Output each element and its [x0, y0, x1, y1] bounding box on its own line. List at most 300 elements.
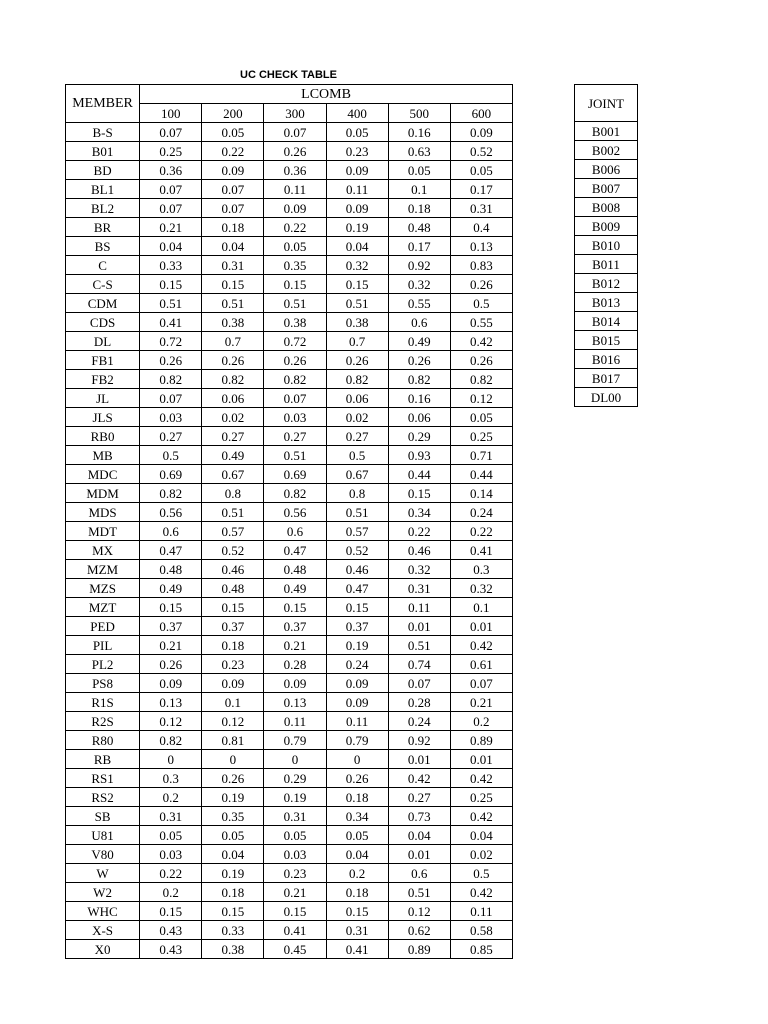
uc-value-cell: 0.49 [264, 579, 326, 598]
uc-value-cell: 0.19 [326, 218, 388, 237]
uc-value-cell: 0.27 [140, 427, 202, 446]
member-cell: RS1 [66, 769, 140, 788]
member-cell: W2 [66, 883, 140, 902]
uc-value-cell: 0.85 [450, 940, 512, 959]
uc-value-cell: 0.37 [140, 617, 202, 636]
table-row [66, 541, 513, 560]
uc-value-cell: 0.47 [326, 579, 388, 598]
uc-value-cell: 0.34 [388, 503, 450, 522]
uc-value-cell: 0.82 [326, 370, 388, 389]
uc-value-cell: 0.05 [140, 826, 202, 845]
lcomb-column-header: 200 [202, 104, 264, 123]
lcomb-column-header: 500 [388, 104, 450, 123]
table-row [66, 123, 513, 142]
uc-value-cell: 0.14 [450, 484, 512, 503]
uc-value-cell: 0 [264, 750, 326, 769]
uc-value-cell: 0.44 [450, 465, 512, 484]
uc-value-cell: 0.42 [450, 636, 512, 655]
member-cell: RB [66, 750, 140, 769]
uc-value-cell: 0.58 [450, 921, 512, 940]
uc-value-cell: 0.12 [202, 712, 264, 731]
uc-value-cell: 0.69 [140, 465, 202, 484]
uc-value-cell: 0.07 [264, 123, 326, 142]
member-cell: RB0 [66, 427, 140, 446]
uc-value-cell: 0.18 [202, 883, 264, 902]
uc-value-cell: 0.07 [140, 180, 202, 199]
uc-value-cell: 0.62 [388, 921, 450, 940]
member-cell: X0 [66, 940, 140, 959]
uc-value-cell: 0.04 [202, 237, 264, 256]
uc-value-cell: 0.67 [202, 465, 264, 484]
uc-value-cell: 0.09 [450, 123, 512, 142]
uc-value-cell: 0.11 [326, 180, 388, 199]
uc-value-cell: 0.23 [264, 864, 326, 883]
uc-value-cell: 0.42 [450, 332, 512, 351]
uc-value-cell: 0.19 [326, 636, 388, 655]
table-row [66, 199, 513, 218]
uc-value-cell: 0.05 [450, 161, 512, 180]
member-cell: BL1 [66, 180, 140, 199]
joint-row [575, 179, 638, 198]
uc-value-cell: 0.83 [450, 256, 512, 275]
uc-value-cell: 0.31 [388, 579, 450, 598]
uc-value-cell: 0.57 [326, 522, 388, 541]
joint-row [575, 236, 638, 255]
uc-value-cell: 0 [326, 750, 388, 769]
table-row [66, 351, 513, 370]
uc-value-cell: 0.56 [264, 503, 326, 522]
member-cell: PED [66, 617, 140, 636]
uc-value-cell: 0.5 [450, 864, 512, 883]
joint-cell: B010 [575, 236, 638, 255]
uc-value-cell: 0.13 [264, 693, 326, 712]
uc-value-cell: 0.6 [140, 522, 202, 541]
uc-value-cell: 0.41 [264, 921, 326, 940]
uc-value-cell: 0.15 [202, 902, 264, 921]
member-cell: FB2 [66, 370, 140, 389]
table-row [66, 503, 513, 522]
joint-cell: B007 [575, 179, 638, 198]
uc-value-cell: 0.26 [264, 351, 326, 370]
uc-value-cell: 0.79 [326, 731, 388, 750]
table-row [66, 617, 513, 636]
uc-value-cell: 0.82 [388, 370, 450, 389]
table-row [66, 731, 513, 750]
member-cell: W [66, 864, 140, 883]
uc-value-cell: 0.15 [326, 902, 388, 921]
uc-value-cell: 0 [140, 750, 202, 769]
member-cell: BR [66, 218, 140, 237]
uc-value-cell: 0.92 [388, 256, 450, 275]
uc-value-cell: 0.04 [202, 845, 264, 864]
uc-value-cell: 0.27 [264, 427, 326, 446]
uc-value-cell: 0.42 [450, 807, 512, 826]
uc-value-cell: 0.16 [388, 389, 450, 408]
uc-value-cell: 0.67 [326, 465, 388, 484]
uc-value-cell: 0.05 [202, 826, 264, 845]
member-cell: B-S [66, 123, 140, 142]
uc-value-cell: 0.2 [326, 864, 388, 883]
member-cell: MX [66, 541, 140, 560]
lcomb-column-header: 400 [326, 104, 388, 123]
uc-value-cell: 0.25 [450, 788, 512, 807]
table-row [66, 750, 513, 769]
uc-value-cell: 0.49 [202, 446, 264, 465]
uc-value-cell: 0.03 [264, 408, 326, 427]
uc-value-cell: 0.3 [450, 560, 512, 579]
member-cell: C-S [66, 275, 140, 294]
table-row [66, 636, 513, 655]
uc-value-cell: 0.8 [326, 484, 388, 503]
joint-row [575, 331, 638, 350]
table-row [66, 313, 513, 332]
uc-value-cell: 0.35 [264, 256, 326, 275]
table-row [66, 256, 513, 275]
uc-value-cell: 0.11 [450, 902, 512, 921]
uc-value-cell: 0.12 [140, 712, 202, 731]
member-cell: MB [66, 446, 140, 465]
uc-value-cell: 0.23 [202, 655, 264, 674]
lcomb-column-header: 300 [264, 104, 326, 123]
joint-row [575, 388, 638, 407]
member-cell: MZM [66, 560, 140, 579]
uc-value-cell: 0.19 [202, 864, 264, 883]
uc-value-cell: 0.51 [326, 503, 388, 522]
uc-value-cell: 0.06 [388, 408, 450, 427]
uc-value-cell: 0.01 [450, 750, 512, 769]
joint-row [575, 350, 638, 369]
uc-value-cell: 0.19 [202, 788, 264, 807]
table-row [66, 769, 513, 788]
uc-value-cell: 0.35 [202, 807, 264, 826]
uc-value-cell: 0.24 [450, 503, 512, 522]
member-cell: BL2 [66, 199, 140, 218]
uc-value-cell: 0.29 [264, 769, 326, 788]
uc-value-cell: 0.36 [140, 161, 202, 180]
member-cell: PS8 [66, 674, 140, 693]
member-cell: CDS [66, 313, 140, 332]
table-row [66, 579, 513, 598]
uc-value-cell: 0.09 [326, 199, 388, 218]
uc-value-cell: 0.33 [140, 256, 202, 275]
uc-value-cell: 0.42 [450, 769, 512, 788]
uc-value-cell: 0.07 [450, 674, 512, 693]
table-row [66, 921, 513, 940]
uc-value-cell: 0.11 [388, 598, 450, 617]
uc-value-cell: 0.31 [202, 256, 264, 275]
uc-value-cell: 0.26 [202, 769, 264, 788]
table-row [66, 427, 513, 446]
uc-value-cell: 0.04 [388, 826, 450, 845]
uc-value-cell: 0.93 [388, 446, 450, 465]
table-row [66, 332, 513, 351]
uc-value-cell: 0.42 [388, 769, 450, 788]
uc-value-cell: 0.33 [202, 921, 264, 940]
uc-value-cell: 0.37 [202, 617, 264, 636]
joint-table [574, 84, 638, 407]
lcomb-header: LCOMB [140, 85, 513, 104]
uc-value-cell: 0.09 [202, 161, 264, 180]
joint-cell: B016 [575, 350, 638, 369]
uc-value-cell: 0.07 [264, 389, 326, 408]
uc-value-cell: 0.37 [326, 617, 388, 636]
uc-value-cell: 0.51 [326, 294, 388, 313]
uc-value-cell: 0.2 [140, 883, 202, 902]
uc-value-cell: 0.57 [202, 522, 264, 541]
member-cell: CDM [66, 294, 140, 313]
uc-value-cell: 0.01 [388, 845, 450, 864]
table-row [66, 826, 513, 845]
uc-value-cell: 0.48 [140, 560, 202, 579]
uc-value-cell: 0.15 [202, 598, 264, 617]
joint-cell: B002 [575, 141, 638, 160]
uc-value-cell: 0.5 [140, 446, 202, 465]
member-cell: R80 [66, 731, 140, 750]
member-cell: BD [66, 161, 140, 180]
joint-header-row [575, 85, 638, 122]
uc-value-cell: 0.51 [264, 294, 326, 313]
uc-value-cell: 0.21 [264, 636, 326, 655]
joint-row [575, 293, 638, 312]
uc-value-cell: 0.13 [140, 693, 202, 712]
uc-value-cell: 0.06 [202, 389, 264, 408]
uc-value-cell: 0.8 [202, 484, 264, 503]
uc-value-cell: 0.15 [326, 598, 388, 617]
uc-value-cell: 0.63 [388, 142, 450, 161]
table-row [66, 484, 513, 503]
member-cell: MDT [66, 522, 140, 541]
uc-value-cell: 0.23 [326, 142, 388, 161]
member-cell: SB [66, 807, 140, 826]
uc-value-cell: 0.7 [202, 332, 264, 351]
uc-value-cell: 0.15 [140, 902, 202, 921]
uc-value-cell: 0.01 [388, 750, 450, 769]
uc-value-cell: 0.2 [140, 788, 202, 807]
uc-value-cell: 0.05 [326, 826, 388, 845]
uc-value-cell: 0.04 [326, 237, 388, 256]
uc-value-cell: 0.46 [388, 541, 450, 560]
uc-value-cell: 0.22 [202, 142, 264, 161]
uc-value-cell: 0.04 [450, 826, 512, 845]
uc-value-cell: 0.18 [202, 218, 264, 237]
uc-value-cell: 0.26 [326, 351, 388, 370]
uc-value-cell: 0.26 [140, 351, 202, 370]
table-row [66, 522, 513, 541]
uc-value-cell: 0.48 [264, 560, 326, 579]
uc-value-cell: 0.44 [388, 465, 450, 484]
uc-value-cell: 0.82 [140, 731, 202, 750]
uc-value-cell: 0.07 [388, 674, 450, 693]
uc-value-cell: 0.12 [388, 902, 450, 921]
uc-value-cell: 0.05 [264, 237, 326, 256]
lcomb-column-header: 600 [450, 104, 512, 123]
uc-value-cell: 0.82 [140, 484, 202, 503]
uc-value-cell: 0.02 [202, 408, 264, 427]
member-cell: JL [66, 389, 140, 408]
joint-cell: B014 [575, 312, 638, 331]
joint-cell: B006 [575, 160, 638, 179]
uc-value-cell: 0.04 [140, 237, 202, 256]
uc-value-cell: 0.07 [140, 389, 202, 408]
uc-value-cell: 0.21 [140, 218, 202, 237]
joint-row [575, 141, 638, 160]
member-cell: DL [66, 332, 140, 351]
uc-value-cell: 0.31 [264, 807, 326, 826]
uc-value-cell: 0.05 [450, 408, 512, 427]
uc-value-cell: 0.43 [140, 921, 202, 940]
uc-value-cell: 0.55 [450, 313, 512, 332]
uc-value-cell: 0.24 [326, 655, 388, 674]
joint-header: JOINT [575, 85, 638, 122]
uc-value-cell: 0.25 [450, 427, 512, 446]
uc-value-cell: 0.07 [202, 199, 264, 218]
uc-value-cell: 0.38 [326, 313, 388, 332]
member-cell: R2S [66, 712, 140, 731]
uc-check-table [65, 84, 513, 959]
uc-value-cell: 0.46 [326, 560, 388, 579]
uc-value-cell: 0.03 [140, 408, 202, 427]
table-row [66, 446, 513, 465]
uc-value-cell: 0.6 [264, 522, 326, 541]
joint-cell: DL00 [575, 388, 638, 407]
uc-value-cell: 0.15 [264, 902, 326, 921]
uc-value-cell: 0.1 [388, 180, 450, 199]
uc-value-cell: 0.15 [140, 275, 202, 294]
member-cell: FB1 [66, 351, 140, 370]
joint-cell: B013 [575, 293, 638, 312]
uc-value-cell: 0.26 [450, 351, 512, 370]
uc-value-cell: 0.92 [388, 731, 450, 750]
uc-value-cell: 0.26 [450, 275, 512, 294]
table-row [66, 408, 513, 427]
uc-value-cell: 0.09 [264, 199, 326, 218]
uc-value-cell: 0.48 [388, 218, 450, 237]
table-row [66, 294, 513, 313]
uc-value-cell: 0.81 [202, 731, 264, 750]
uc-value-cell: 0.49 [388, 332, 450, 351]
uc-value-cell: 0.79 [264, 731, 326, 750]
uc-value-cell: 0.26 [140, 655, 202, 674]
joint-cell: B009 [575, 217, 638, 236]
joint-cell: B008 [575, 198, 638, 217]
table-row [66, 845, 513, 864]
uc-value-cell: 0.13 [450, 237, 512, 256]
uc-value-cell: 0.15 [326, 275, 388, 294]
uc-value-cell: 0.47 [264, 541, 326, 560]
joint-row [575, 122, 638, 141]
member-cell: MZS [66, 579, 140, 598]
uc-value-cell: 0.89 [450, 731, 512, 750]
uc-value-cell: 0.32 [326, 256, 388, 275]
uc-value-cell: 0.15 [264, 598, 326, 617]
member-cell: JLS [66, 408, 140, 427]
uc-value-cell: 0.22 [264, 218, 326, 237]
uc-value-cell: 0.31 [140, 807, 202, 826]
uc-value-cell: 0.09 [140, 674, 202, 693]
table-row [66, 389, 513, 408]
uc-value-cell: 0.61 [450, 655, 512, 674]
joint-cell: B011 [575, 255, 638, 274]
table-row [66, 674, 513, 693]
uc-value-cell: 0.45 [264, 940, 326, 959]
uc-value-cell: 0.82 [450, 370, 512, 389]
lcomb-column-header: 100 [140, 104, 202, 123]
member-cell: X-S [66, 921, 140, 940]
uc-value-cell: 0.38 [202, 940, 264, 959]
table-row [66, 940, 513, 959]
uc-value-cell: 0.15 [264, 275, 326, 294]
joint-cell: B015 [575, 331, 638, 350]
member-cell: MZT [66, 598, 140, 617]
table-row [66, 180, 513, 199]
uc-value-cell: 0.49 [140, 579, 202, 598]
uc-value-cell: 0.11 [326, 712, 388, 731]
uc-value-cell: 0.03 [264, 845, 326, 864]
member-cell: MDM [66, 484, 140, 503]
uc-value-cell: 0.43 [140, 940, 202, 959]
member-cell: RS2 [66, 788, 140, 807]
table-row [66, 693, 513, 712]
joint-row [575, 217, 638, 236]
uc-value-cell: 0.82 [264, 484, 326, 503]
uc-value-cell: 0.22 [140, 864, 202, 883]
uc-value-cell: 0.02 [450, 845, 512, 864]
uc-value-cell: 0.37 [264, 617, 326, 636]
uc-value-cell: 0.31 [326, 921, 388, 940]
member-cell: PIL [66, 636, 140, 655]
uc-value-cell: 0.6 [388, 864, 450, 883]
table-row [66, 142, 513, 161]
uc-value-cell: 0.16 [388, 123, 450, 142]
uc-value-cell: 0.02 [326, 408, 388, 427]
joint-cell: B017 [575, 369, 638, 388]
uc-value-cell: 0.48 [202, 579, 264, 598]
uc-value-cell: 0 [202, 750, 264, 769]
uc-value-cell: 0.21 [140, 636, 202, 655]
uc-value-cell: 0.3 [140, 769, 202, 788]
uc-value-cell: 0.69 [264, 465, 326, 484]
uc-value-cell: 0.21 [450, 693, 512, 712]
uc-value-cell: 0.27 [326, 427, 388, 446]
uc-value-cell: 0.26 [264, 142, 326, 161]
uc-value-cell: 0.72 [140, 332, 202, 351]
uc-value-cell: 0.26 [326, 769, 388, 788]
uc-value-cell: 0.04 [326, 845, 388, 864]
uc-value-cell: 0.07 [140, 199, 202, 218]
uc-value-cell: 0.38 [264, 313, 326, 332]
uc-value-cell: 0.18 [326, 788, 388, 807]
uc-value-cell: 0.34 [326, 807, 388, 826]
uc-value-cell: 0.07 [202, 180, 264, 199]
uc-value-cell: 0.82 [202, 370, 264, 389]
uc-value-cell: 0.15 [388, 484, 450, 503]
uc-value-cell: 0.41 [140, 313, 202, 332]
uc-value-cell: 0.32 [388, 560, 450, 579]
uc-value-cell: 0.51 [202, 503, 264, 522]
uc-value-cell: 0.17 [450, 180, 512, 199]
uc-value-cell: 0.19 [264, 788, 326, 807]
uc-value-cell: 0.51 [264, 446, 326, 465]
table-row [66, 218, 513, 237]
member-cell: B01 [66, 142, 140, 161]
uc-value-cell: 0.15 [140, 598, 202, 617]
member-cell: PL2 [66, 655, 140, 674]
uc-value-cell: 0.18 [388, 199, 450, 218]
table-row [66, 465, 513, 484]
table-row [66, 712, 513, 731]
uc-value-cell: 0.82 [264, 370, 326, 389]
uc-value-cell: 0.15 [202, 275, 264, 294]
